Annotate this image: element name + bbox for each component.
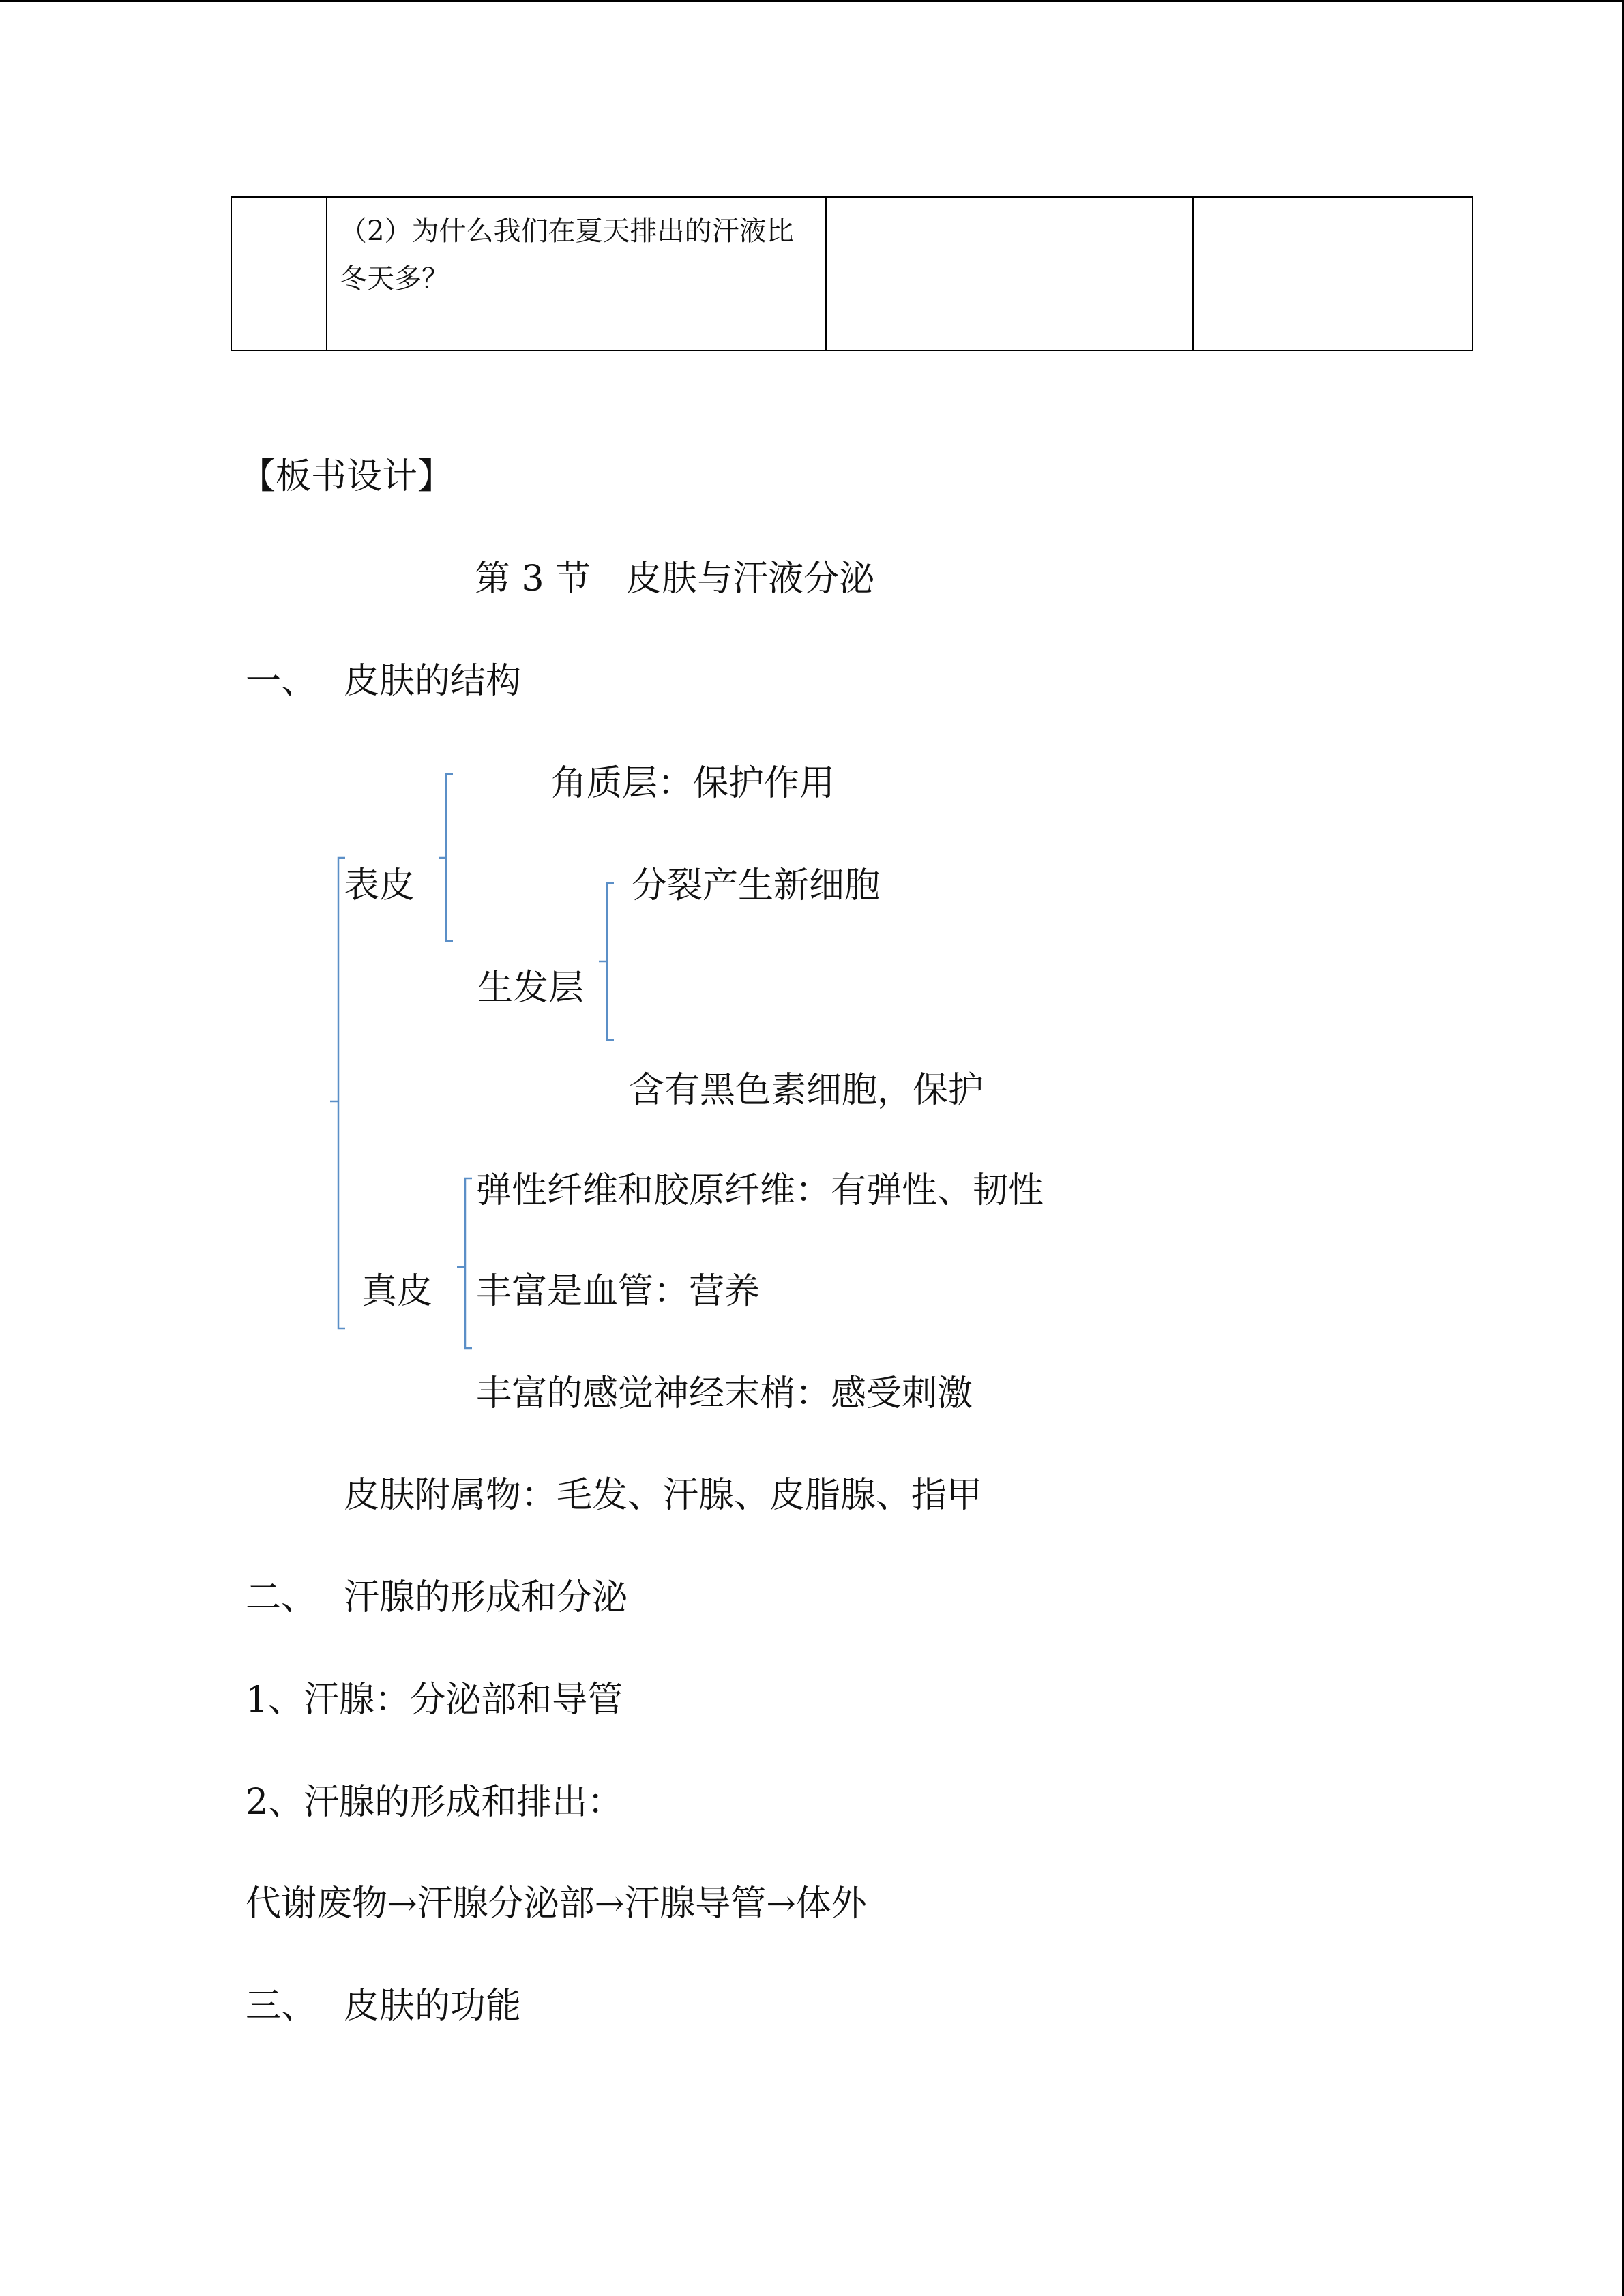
germinal-layer-label: 生发层 <box>477 968 585 1009</box>
dermis-item-3: 丰富的感觉神经末梢：感受刺激 <box>476 1373 973 1414</box>
dermis-brace <box>457 1178 472 1348</box>
epidermis-label: 表皮 <box>344 865 415 906</box>
question-text: （2）为什么我们在夏天排出的汗液比冬天多？ <box>340 215 794 295</box>
germinal-item-1: 分裂产生新细胞 <box>632 865 881 906</box>
stratum-corneum: 角质层：保护作用 <box>551 763 836 804</box>
section1-number: 一、 <box>246 661 317 702</box>
board-design-heading: 【板书设计】 <box>240 456 454 497</box>
lesson-title: 第 3 节 皮肤与汗液分泌 <box>475 558 875 599</box>
dermis-item-2: 丰富是血管：营养 <box>476 1271 761 1312</box>
section1-title: 皮肤的结构 <box>344 661 522 702</box>
dermis-item-1: 弹性纤维和胶原纤维：有弹性、韧性 <box>476 1170 1044 1211</box>
germinal-layer-brace <box>599 883 614 1040</box>
section2-number: 二、 <box>246 1577 317 1618</box>
skin-appendages: 皮肤附属物：毛发、汗腺、皮脂腺、指甲 <box>344 1475 983 1516</box>
germinal-item-2: 含有黑色素细胞，保护 <box>629 1070 984 1111</box>
dermis-label: 真皮 <box>361 1271 433 1312</box>
section2-item-2: 2、汗腺的形成和排出： <box>246 1782 623 1823</box>
section2-item-1: 1、汗腺：分泌部和导管 <box>246 1680 623 1720</box>
epidermis-brace <box>439 774 453 941</box>
skin-structure-brace <box>330 858 345 1328</box>
section2-title: 汗腺的形成和分泌 <box>344 1577 628 1618</box>
section3-title: 皮肤的功能 <box>344 1986 522 2027</box>
section3-number: 三、 <box>246 1986 317 2027</box>
sweat-flow: 代谢废物→汗腺分泌部→汗腺导管→体外 <box>246 1883 867 1924</box>
